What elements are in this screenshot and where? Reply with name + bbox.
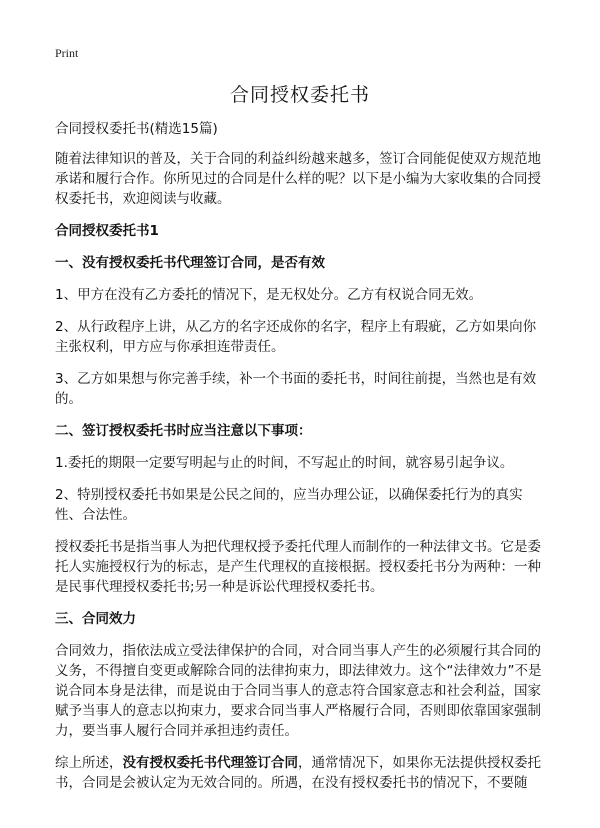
- list-item: 2、特别授权委托书如果是公民之间的，应当办理公证，以确保委托行为的真实性、合法性。: [55, 487, 523, 523]
- intro-paragraph: 随着法律知识的普及，关于合同的利益纠纷越来越多，签订合同能促使双方规范地承诺和履行合作。你所见过的合同是什么样的呢？以下是小编为大家收集的合同授权委托书，欢迎阅读与收藏。: [55, 151, 541, 207]
- section-heading-1: 一、没有授权委托书代理签订合同，是否有效: [55, 255, 325, 271]
- document-body: [55, 119, 545, 805]
- section-heading-3: 三、合同效力: [55, 611, 136, 627]
- conclusion-suffix: ，通常情况下，如果你无法提供授权委托书，合同是会被认定为无效合同的。所遇，在没有授权委托书的情况下，不要随: [55, 755, 541, 791]
- part-title: 合同授权委托书1: [55, 223, 159, 239]
- list-item: 3、乙方如果想与你完善手续，补一个书面的委托书，时间往前提，当然也是有效的。: [55, 371, 537, 407]
- list-item: 2、从行政程序上讲，从乙方的名字还成你的名字，程序上有瑕疵，乙方如果向你主张权利，甲方应与你承担连带责任。: [55, 319, 537, 355]
- conclusion-prefix: 综上所述，: [55, 755, 123, 771]
- page-title: 合同授权委托书: [229, 84, 370, 106]
- conclusion-emphasis: 没有授权委托书代理签订合同: [122, 755, 298, 771]
- body-paragraph: 授权委托书是指当事人为把代理权授予委托代理人而制作的一种法律文书。它是委托人实施授权行为的标志，是产生代理权的直接根据。授权委托书分为两种：一种是民事代理授权委托书;另一种是诉讼代理授权委托书。: [55, 539, 541, 595]
- print-label[interactable]: Print: [55, 46, 79, 60]
- document-subtitle: 合同授权委托书(精选15篇): [55, 121, 218, 137]
- list-item: 1、甲方在没有乙方委托的情况下，是无权处分。乙方有权说合同无效。: [55, 287, 483, 303]
- body-paragraph: 合同效力，指依法成立受法律保护的合同，对合同当事人产生的必须履行其合同的义务，不得擅自变更或解除合同的法律拘束力，即法律效力。这个“法律效力”不是说合同本身是法律，而是说由于合同当事人的意志符合国家意志和社会利益，国家赋予当事人的意志以拘束力，要求合同当事人严格履行合同，否则即依靠国家强制力，要当事人履行合同并承担违约责任。: [55, 643, 542, 739]
- conclusion-paragraph: [55, 753, 545, 793]
- list-item: 1.委托的期限一定要写明起与止的时间，不写起止的时间，就容易引起争议。: [55, 455, 514, 471]
- section-heading-2: 二、签订授权委托书时应当注意以下事项：: [55, 423, 312, 439]
